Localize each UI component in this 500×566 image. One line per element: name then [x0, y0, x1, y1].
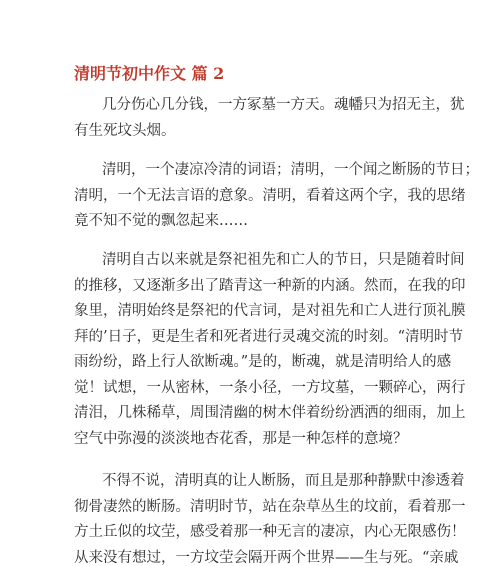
document-title: 清明节初中作文 篇 2	[74, 64, 225, 83]
paragraph-1	[74, 93, 465, 144]
paragraph-line: 清明，一个凄凉冷清的词语；清明，一个闻之断肠的节日；	[102, 162, 479, 178]
paragraph-line: 觉！试想，一从密林，一条小径，一方坟墓，一颗碎心，两行	[74, 379, 466, 396]
paragraph-line: 有生死坟头烟。	[74, 122, 176, 139]
paragraph-line: 拜的’日子，更是生者和死者进行灵魂交流的时刻。“清明时节	[74, 328, 464, 345]
paragraph-line: 雨纷纷，路上行人欲断魂。”是的，断魂，就是清明给人的感	[74, 354, 452, 370]
paragraph-line: 象里，清明始终是祭祀的代言词，是对祖先和亡人进行顶礼膜	[74, 303, 466, 319]
paragraph-4	[74, 469, 466, 566]
paragraph-line: 不得不说，清明真的让人断肠，而且是那种静默中渗透着	[102, 473, 465, 489]
paragraph-line: 清泪，几株稀草，周围清幽的树木伴着纷纷洒洒的细雨，加上	[74, 405, 466, 421]
paragraph-line: 从来没有想过，一方坟茔会隔开两个世界——生与死。“亲戚	[74, 549, 459, 566]
paragraph-2	[74, 158, 479, 235]
paragraph-line: 的推移，又逐渐多出了踏青这一种新的内涵。然而，在我的印	[74, 277, 466, 294]
paragraph-line: 清明，一个无法言语的意象。清明，看着这两个字，我的思绪	[74, 187, 466, 204]
paragraph-3	[74, 248, 466, 452]
paragraph-line: 清明自古以来就是祭祀祖先和亡人的节日，只是随着时间	[102, 252, 465, 268]
paragraph-line: 几分伤心几分钱，一方冢墓一方天。魂幡只为招无主，犹	[102, 97, 465, 113]
paragraph-line: 方土丘似的坟茔，感受着那一种无言的凄凉，内心无限感伤！	[74, 524, 466, 540]
paragraph-line: 竟不知不觉的飘忽起来……	[74, 213, 248, 229]
paragraph-line: 空气中弥漫的淡淡地杏花香，那是一种怎样的意境？	[74, 430, 408, 447]
paragraph-line: 彻骨凄然的断肠。清明时节，站在杂草丛生的坟前，看着那一	[74, 498, 466, 515]
